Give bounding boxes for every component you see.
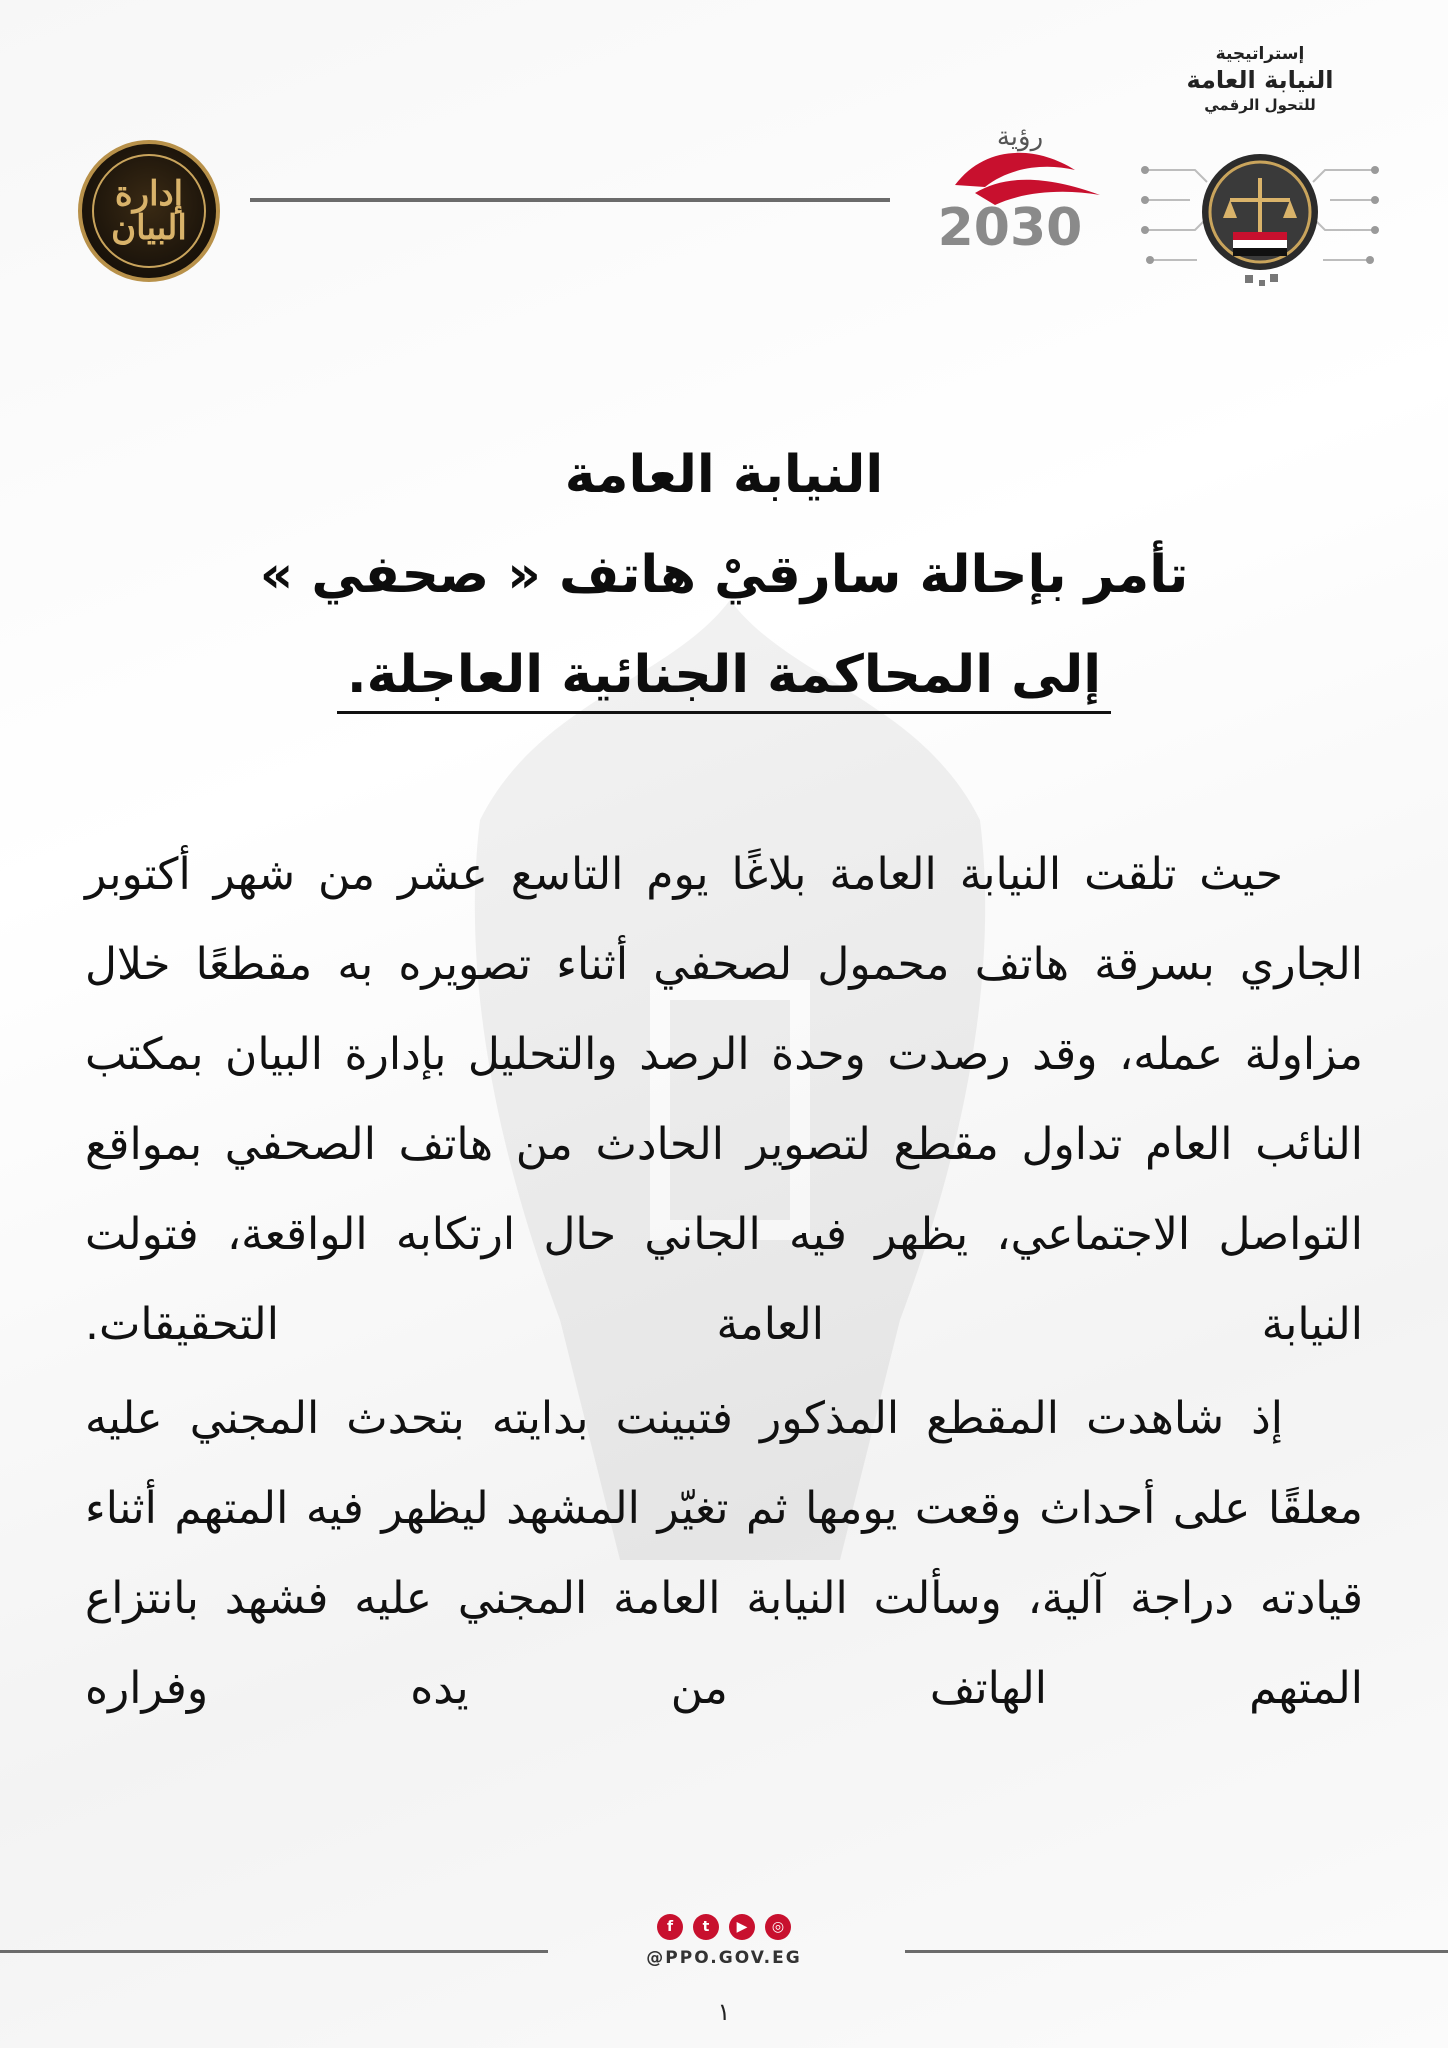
statement-title — [200, 425, 1248, 725]
facebook-icon[interactable]: f — [657, 1914, 683, 1940]
instagram-icon[interactable]: ◎ — [765, 1914, 791, 1940]
bayan-logo-text: إدارة البيان — [111, 174, 187, 248]
twitter-icon[interactable]: t — [693, 1914, 719, 1940]
prosecution-seal-icon — [1135, 140, 1385, 290]
footer-divider-left — [0, 1950, 548, 1953]
youtube-icon[interactable]: ▶ — [729, 1914, 755, 1940]
strategy-line-3: للتحول الرقمي — [1204, 96, 1316, 114]
strategy-title — [1150, 44, 1370, 114]
title-line-2: تأمر بإحالة سارقيْ هاتف « صحفي » — [259, 545, 1189, 605]
egypt-vision-2030-icon — [915, 115, 1115, 255]
page-number: ١ — [717, 1998, 731, 2026]
title-line-3-text: إلى المحاكمة الجنائية العاجلة. — [337, 645, 1111, 714]
svg-text:رؤية: رؤية — [996, 122, 1044, 152]
svg-text:2030: 2030 — [937, 198, 1083, 255]
page-header — [0, 0, 1448, 320]
title-line-3 — [200, 625, 1248, 725]
title-line-1: النيابة العامة — [564, 445, 884, 505]
website-handle[interactable]: @PPO.GOV.EG — [646, 1948, 802, 1968]
footer-divider-right — [905, 1950, 1448, 1953]
header-divider — [250, 198, 890, 202]
body-paragraph-2: إذ شاهدت المقطع المذكور فتبينت بدايته بتحدث المجني عليه معلقًا على أحداث وقعت يومها ثم تغيّر المشهد ليظهر فيه المتهم أثناء قيادته دراجة آلية، وسألت النيابة العامة المجني عليه فشهد بانتزاع المتهم الهاتف من يده وفراره — [85, 1393, 1363, 1714]
strategy-line-1: إستراتيجية — [1215, 44, 1305, 64]
strategy-line-2: النيابة العامة — [1186, 66, 1334, 94]
page-footer — [0, 1890, 1448, 2048]
statement-body — [85, 830, 1363, 1734]
body-paragraph-1: حيث تلقت النيابة العامة بلاغًا يوم التاسع عشر من شهر أكتوبر الجاري بسرقة هاتف محمول لصحفي أثناء تصويره به مقطعًا خلال مزاولة عمله، وقد رصدت وحدة الرصد والتحليل بإدارة البيان بمكتب النائب العام تداول مقطع لتصوير الحادث من هاتف الصحفي بمواقع التواصل الاجتماعي، يظهر فيه الجاني حال ارتكابه الواقعة، فتولت النيابة العامة التحقيقات. — [85, 849, 1363, 1350]
bayan-seal-icon — [78, 140, 220, 282]
social-links — [657, 1914, 791, 1940]
